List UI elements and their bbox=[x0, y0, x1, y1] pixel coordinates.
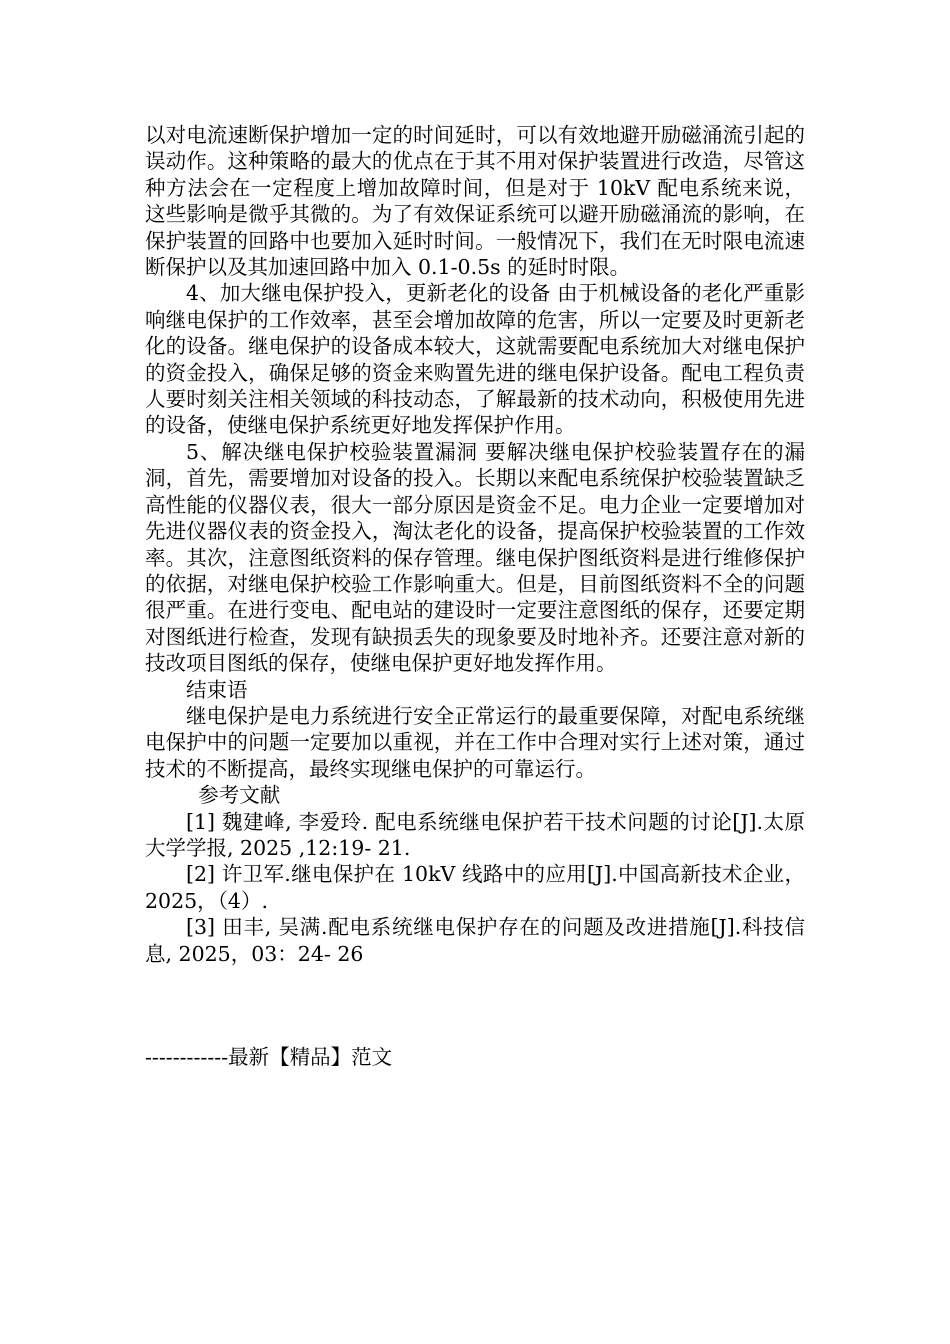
intro-paragraph: 以对电流速断保护增加一定的时间延时，可以有效地避开励磁涌流引起的误动作。这种策略的最大的优点在于其不用对保护装置进行改造，尽管这种方法会在一定程度上增加故障时间，但是对于 10kV 配电系统来说，这些影响是微乎其微的。为了有效保证系统可以避开励磁涌流的影响，在保护装置的回路中也要加入延时时间。一般情况下，我们在无时限电流速断保护以及其加速回路中加入 0.1-0.5s 的延时时限。 bbox=[145, 123, 805, 280]
reference-item-1: [1] 魏建峰, 李爱玲. 配电系统继电保护若干技术问题的讨论[J].太原大学学报, 2025 ,12:19- 21. bbox=[145, 809, 805, 860]
reference-item-3: [3] 田丰, 吴满.配电系统继电保护存在的问题及改进措施[J].科技信息, 2025，03：24- 26 bbox=[145, 915, 805, 966]
footer-label: ------------最新【精品】范文 bbox=[145, 1045, 393, 1069]
section-4-paragraph: 4、加大继电保护投入，更新老化的设备 由于机械设备的老化严重影响继电保护的工作效率，甚至会增加故障的危害，所以一定要及时更新老化的设备。继电保护的设备成本较大，这就需要配电系统加大对继电保护的资金投入，确保足够的资金来购置先进的继电保护设备。配电工程负责人要时刻关注相关领域的科技动态，了解最新的技术动向，积极使用先进的设备，使继电保护系统更好地发挥保护作用。 bbox=[145, 281, 805, 438]
document-body bbox=[145, 122, 805, 967]
section-5-paragraph: 5、解决继电保护校验装置漏洞 要解决继电保护校验装置存在的漏洞，首先，需要增加对设备的投入。长期以来配电系统保护校验装置缺乏高性能的仪器仪表，很大一部分原因是资金不足。电力企业一定要增加对先进仪器仪表的资金投入，淘汰老化的设备，提高保护校验装置的工作效率。其次，注意图纸资料的保存管理。继电保护图纸资料是进行维修保护的依据，对继电保护校验工作影响重大。但是，目前图纸资料不全的问题很严重。在进行变电、配电站的建设时一定要注意图纸的保存，还要定期对图纸进行检查，发现有缺损丢失的现象要及时地补齐。还要注意对新的技改项目图纸的保存，使继电保护更好地发挥作用。 bbox=[145, 439, 805, 676]
conclusion-paragraph: 继电保护是电力系统进行安全正常运行的最重要保障，对配电系统继电保护中的问题一定要加以重视，并在工作中合理对实行上述对策，通过技术的不断提高，最终实现继电保护的可靠运行。 bbox=[145, 703, 805, 781]
conclusion-heading: 结束语 bbox=[186, 677, 248, 702]
references-heading: 参考文献 bbox=[198, 783, 281, 808]
reference-item-2: [2] 许卫军.继电保护在 10kV 线路中的应用[J].中国高新技术企业，2025，（4）. bbox=[145, 862, 805, 913]
